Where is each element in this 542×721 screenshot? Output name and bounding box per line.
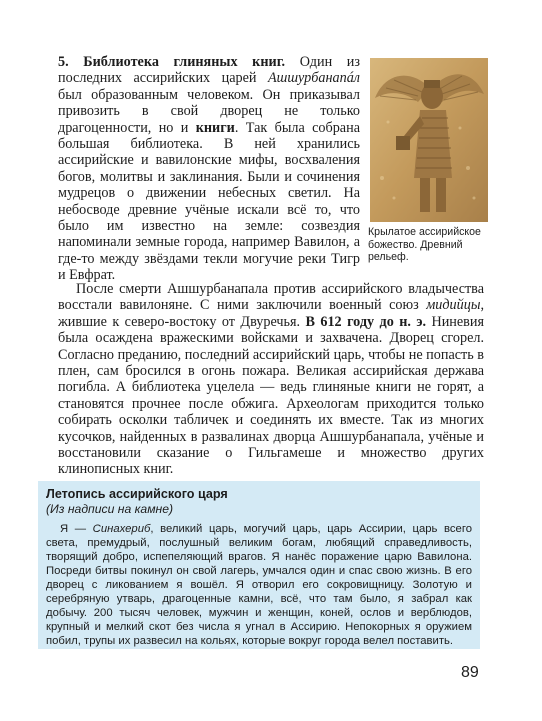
intro-text: Один из последних ассирийских царей bbox=[58, 54, 360, 87]
term-medes: мидийцы bbox=[426, 297, 481, 314]
figure-caption: Крылатое ассирийское божество. Древний рельеф. bbox=[368, 226, 481, 264]
date-612-bc: В 612 году до н. э. bbox=[305, 313, 427, 330]
source-box bbox=[38, 481, 480, 649]
source-box-text bbox=[46, 522, 472, 648]
chronicle-text: , великий царь, могучий царь, царь Ассирии, царь всего света, премудрый, послушный великим богам, любящий справедливость, творящий добро, испепеляющий врагов. Я нанёс поражение царю Вавилона. Посреди битвы покинул он свой лагерь, умчался один и спас свою жизнь. В его дворец с ликованием я вошёл. Я отворил его сокровищницу. Золотую и серебряную утварь, драгоценные камни, всё, что там было, я забрал как добычу. 200 тысяч человек, мужчин и женщин, коней, ослов и верблюдов, крупный и мелкий скот без числа я угнал в Ассирию. Непокорных я оружием побил, трупы их развесил на кольях, которые вокруг города велел поставить. bbox=[46, 523, 472, 647]
intro-text: был образованным человеком. Он приказывал привозить в свой дворец не только драгоценности, но и bbox=[58, 86, 360, 136]
king-sennacherib: Синахериб bbox=[92, 523, 151, 535]
section-heading: 5. Библиотека глиняных книг. bbox=[58, 54, 286, 70]
paragraph-text: , жившие к северо-востоку от Двуречья. bbox=[58, 297, 484, 330]
source-box-subtitle: (Из надписи на камне) bbox=[46, 502, 174, 516]
intro-paragraph bbox=[58, 54, 360, 284]
paragraph-fall-of-assyria bbox=[58, 281, 484, 478]
winged-deity-relief-image bbox=[370, 58, 488, 222]
page-number: 89 bbox=[461, 664, 479, 681]
chronicle-paragraph bbox=[46, 522, 472, 648]
paragraph-text: Ниневия была осаждена вражескими войсками и захвачена. Дворец сгорел. Согласно преданию, последний ассирийский царь, чтобы не попасть в плен, сам бросился в огонь пожара. Великая ассирийская держава погибла. А библиотека уцелела — ведь глиняные книги не горят, а становятся прочнее после обжига. Археологам приходится только собирать осколки табличек и соединять их вместе. Так из многих кусочков, найденных в развалинах дворца Ашшурбанапала, учёные и восстановили сказание о Гильгамеше и множество других клинописных книг. bbox=[58, 313, 484, 478]
chronicle-text: Я — bbox=[60, 523, 93, 535]
section-continuation bbox=[58, 281, 484, 478]
source-box-title: Летопись ассирийского царя bbox=[46, 487, 228, 501]
paragraph-text: После смерти Ашшурбанапала против ассирийского владычества восстали вавилоняне. С ними заключили военный союз bbox=[58, 281, 484, 314]
relief-illustration bbox=[370, 58, 488, 222]
intro-text: . Так была собрана большая библиотека. В ней хранились ассирийские и вавилонские мифы, восхваления богов, молитвы и заклинания. Были и сочинения мудрецов о движении небесных светил. На небосводе древние учёные искали всё то, что было им известно на земле: созвездия напоминали земные города, например Вавилон, а где-то между звёздами текли могучие реки Тигр и Евфрат. bbox=[58, 119, 360, 284]
king-name: Ашшурбанапáл bbox=[267, 70, 360, 87]
section-intro bbox=[58, 54, 360, 284]
term-books: книги bbox=[195, 119, 235, 136]
